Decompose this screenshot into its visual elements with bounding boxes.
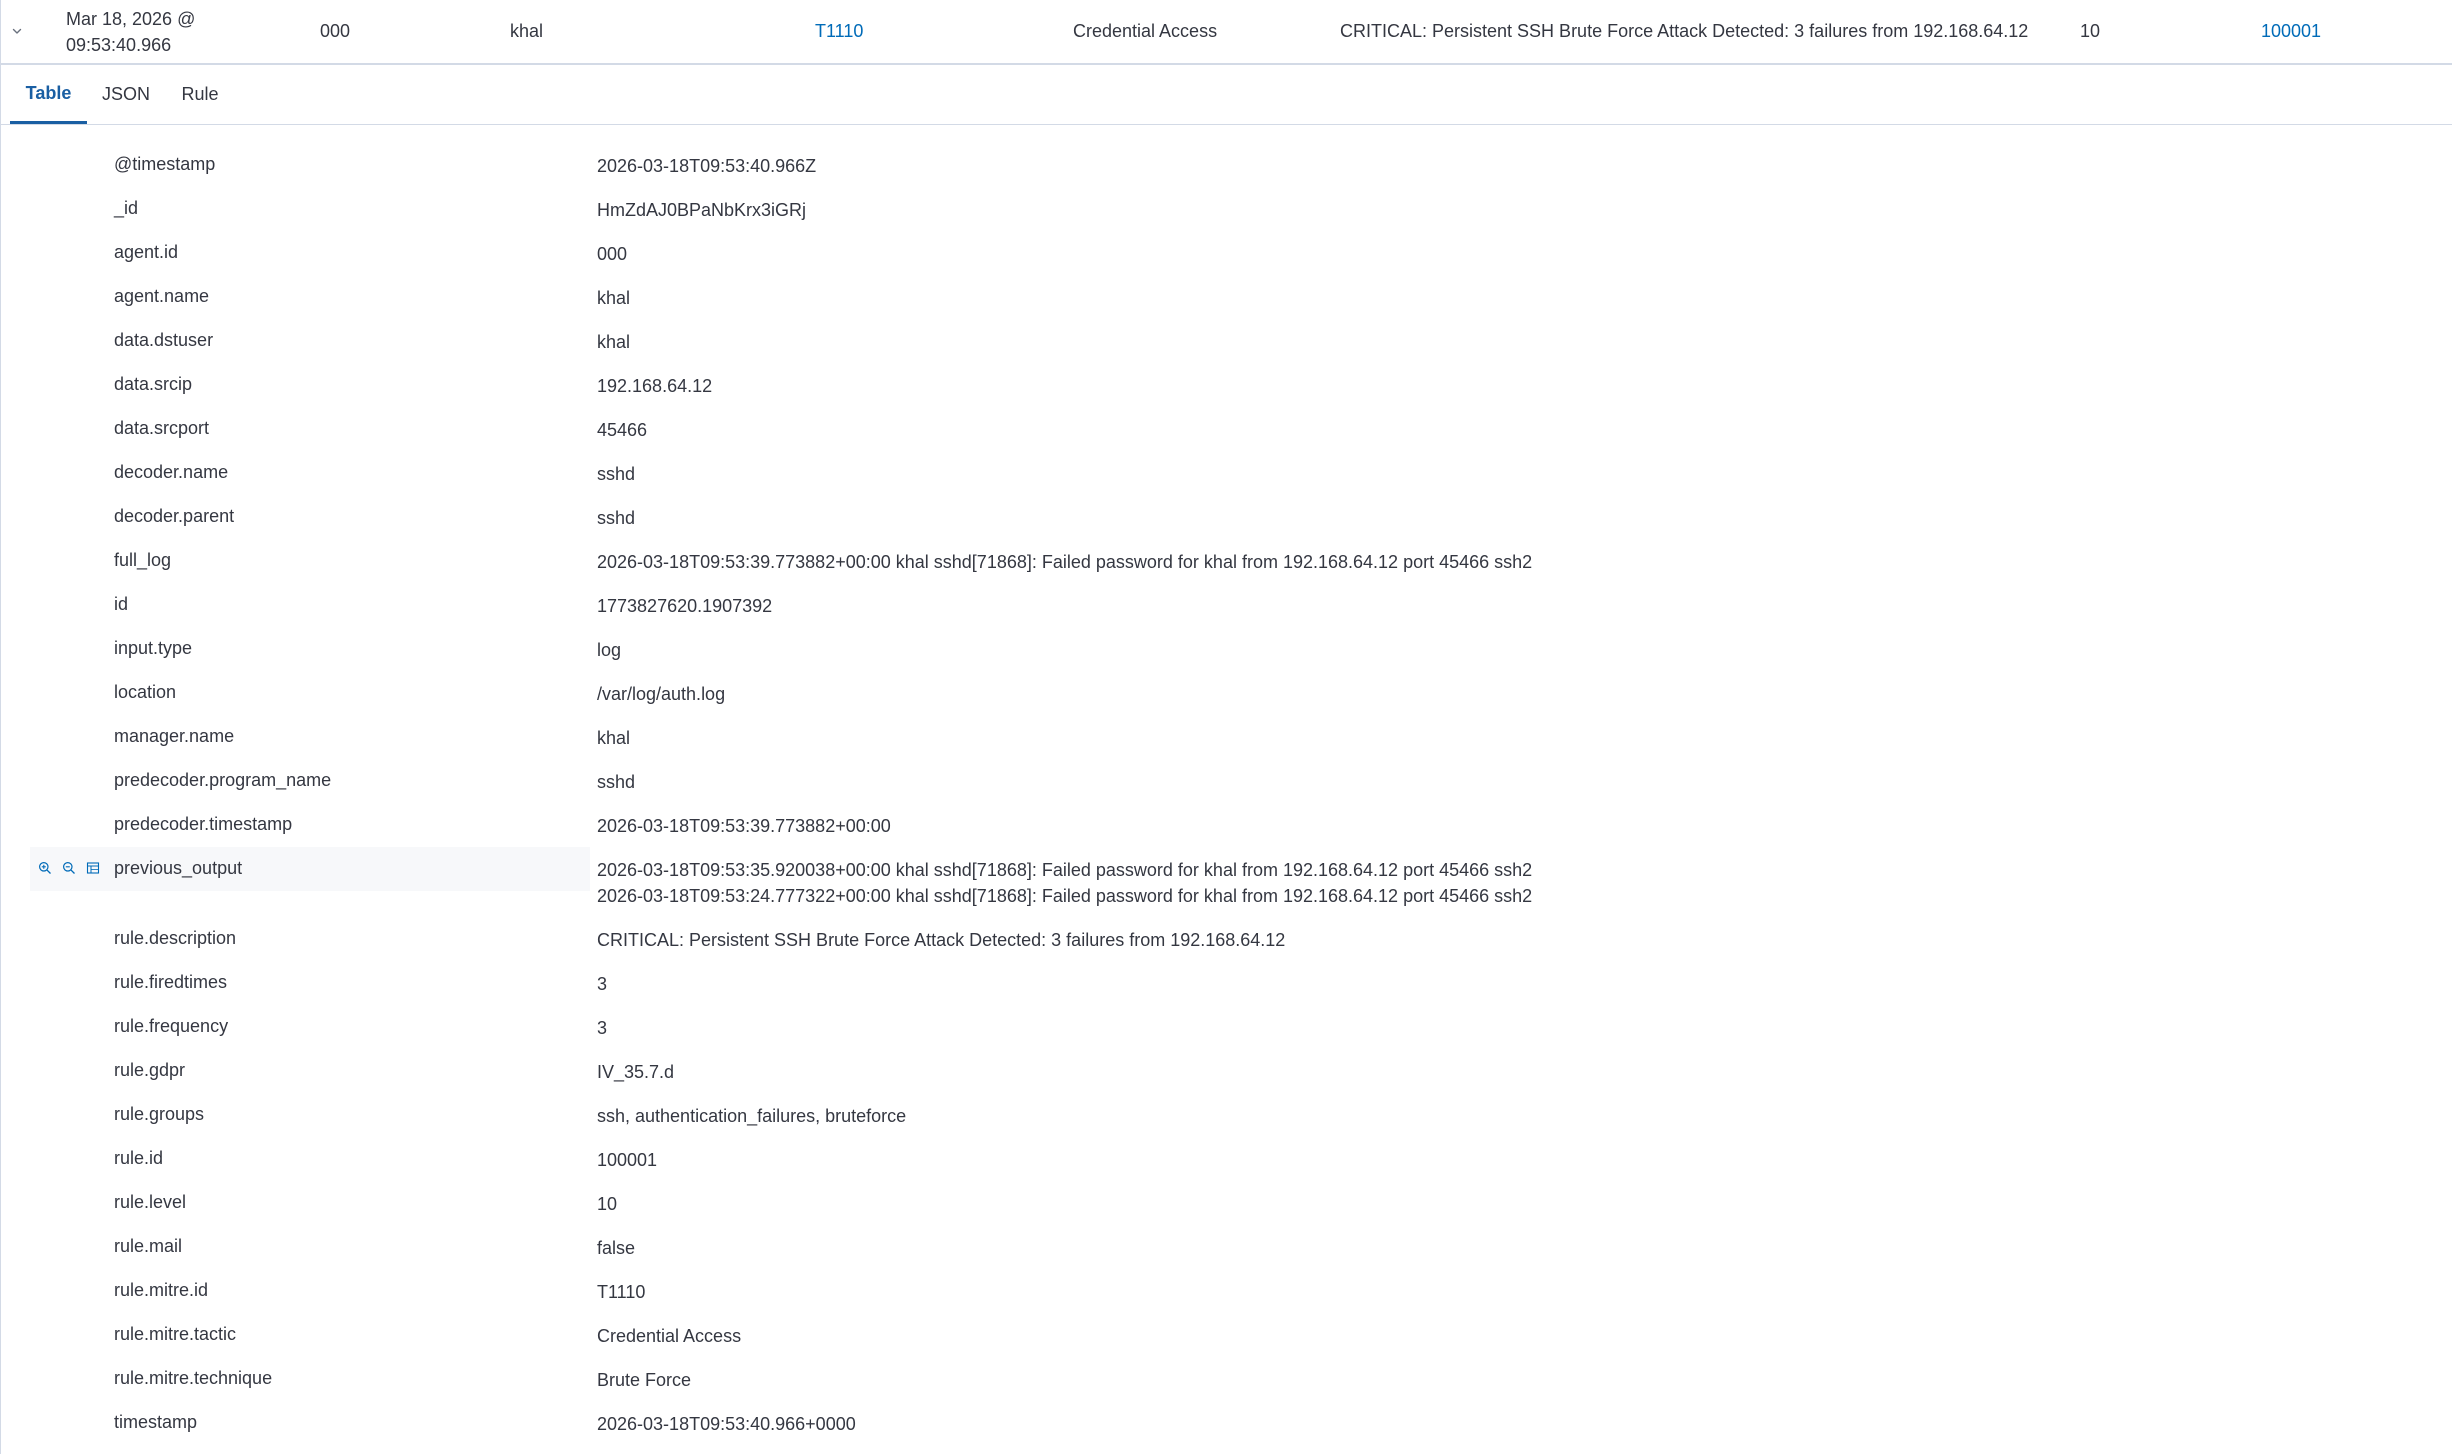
field-value: 45466 [597,420,648,440]
field-value: 2026-03-18T09:53:39.773882+00:00 [597,816,891,836]
field-value: ssh, authentication_failures, bruteforce [597,1106,907,1126]
field-name: rule.frequency [114,1016,229,1036]
summary-agent-id: 000 [320,21,351,41]
field-name: predecoder.timestamp [114,814,293,834]
field-name: @timestamp [114,154,216,174]
field-name: rule.mitre.tactic [114,1324,237,1344]
field-value: khal [597,728,631,748]
summary-timestamp [66,6,266,58]
field-name: rule.mail [114,1236,183,1256]
field-value: 3 [597,974,608,994]
field-value: 1773827620.1907392 [597,596,773,616]
field-value: 2026-03-18T09:53:39.773882+00:00 khal sshd[71868]: Failed password for khal from 192.168.64.12 port 45466 ssh2 [597,552,1533,572]
summary-agent-name: khal [510,21,544,41]
field-name: decoder.name [114,462,229,482]
field-name: input.type [114,638,193,658]
panel-left-border [0,0,1,1454]
field-value: 2026-03-18T09:53:40.966+0000 [597,1414,856,1434]
field-name: timestamp [114,1412,198,1432]
field-name: location [114,682,177,702]
tab-json[interactable]: JSON [101,84,150,104]
table-column-icon[interactable] [84,859,102,877]
field-name: rule.mitre.id [114,1280,209,1300]
field-name: full_log [114,550,172,570]
field-name: rule.firedtimes [114,972,228,992]
field-name: agent.name [114,286,210,306]
field-name: predecoder.program_name [114,770,332,790]
detail-tabs [0,65,2452,125]
field-value: sshd [597,508,636,528]
field-value: log [597,640,622,660]
tab-rule[interactable]: Rule [181,84,219,104]
field-name: rule.mitre.technique [114,1368,273,1388]
field-name: previous_output [114,858,243,878]
field-value: khal [597,332,631,352]
tab-table[interactable]: Table [10,65,87,124]
field-value: khal [597,288,631,308]
field-value-line: 2026-03-18T09:53:24.777322+00:00 khal sshd[71868]: Failed password for khal from 192.168.64.12 port 45466 ssh2 [597,886,1533,906]
field-name: rule.level [114,1192,187,1212]
field-value: /var/log/auth.log [597,684,726,704]
field-value: 10 [597,1194,618,1214]
summary-description: CRITICAL: Persistent SSH Brute Force Attack Detected: 3 failures from 192.168.64.12 [1340,21,2029,41]
field-value: HmZdAJ0BPaNbKrx3iGRj [597,200,807,220]
field-value [597,857,1532,909]
field-value: false [597,1238,636,1258]
field-name: manager.name [114,726,235,746]
field-value: 100001 [597,1150,658,1170]
field-name: rule.gdpr [114,1060,186,1080]
field-name: rule.groups [114,1104,205,1124]
field-name: _id [114,198,139,218]
field-value: IV_35.7.d [597,1062,675,1082]
field-value: 192.168.64.12 [597,376,713,396]
summary-mitre-tactic: Credential Access [1073,21,1218,41]
field-name: data.dstuser [114,330,214,350]
field-name: data.srcport [114,418,210,438]
field-value: Credential Access [597,1326,742,1346]
field-name: rule.description [114,928,237,948]
summary-rule-id-link[interactable]: 100001 [2261,21,2322,41]
field-value: 2026-03-18T09:53:40.966Z [597,156,817,176]
summary-timestamp-date: Mar 18, 2026 @ [66,9,196,29]
field-value: Brute Force [597,1370,692,1390]
field-value: sshd [597,772,636,792]
row-actions [36,859,102,877]
field-value: 3 [597,1018,608,1038]
field-value: T1110 [597,1282,646,1302]
field-value: 000 [597,244,628,264]
field-name: data.srcip [114,374,193,394]
field-value: sshd [597,464,636,484]
field-name: decoder.parent [114,506,235,526]
magnify-minus-icon[interactable] [60,859,78,877]
summary-timestamp-time: 09:53:40.966 [66,35,172,55]
field-value-line: 2026-03-18T09:53:35.920038+00:00 khal sshd[71868]: Failed password for khal from 192.168.64.12 port 45466 ssh2 [597,860,1533,880]
chevron-down-icon[interactable] [6,20,28,42]
field-name: id [114,594,129,614]
alert-summary-row[interactable] [0,0,2452,65]
field-name: rule.id [114,1148,164,1168]
field-name: agent.id [114,242,179,262]
summary-mitre-id-link[interactable]: T1110 [815,21,864,41]
magnify-plus-icon[interactable] [36,859,54,877]
summary-level: 10 [2080,21,2101,41]
field-value: CRITICAL: Persistent SSH Brute Force Attack Detected: 3 failures from 192.168.64.12 [597,930,1286,950]
